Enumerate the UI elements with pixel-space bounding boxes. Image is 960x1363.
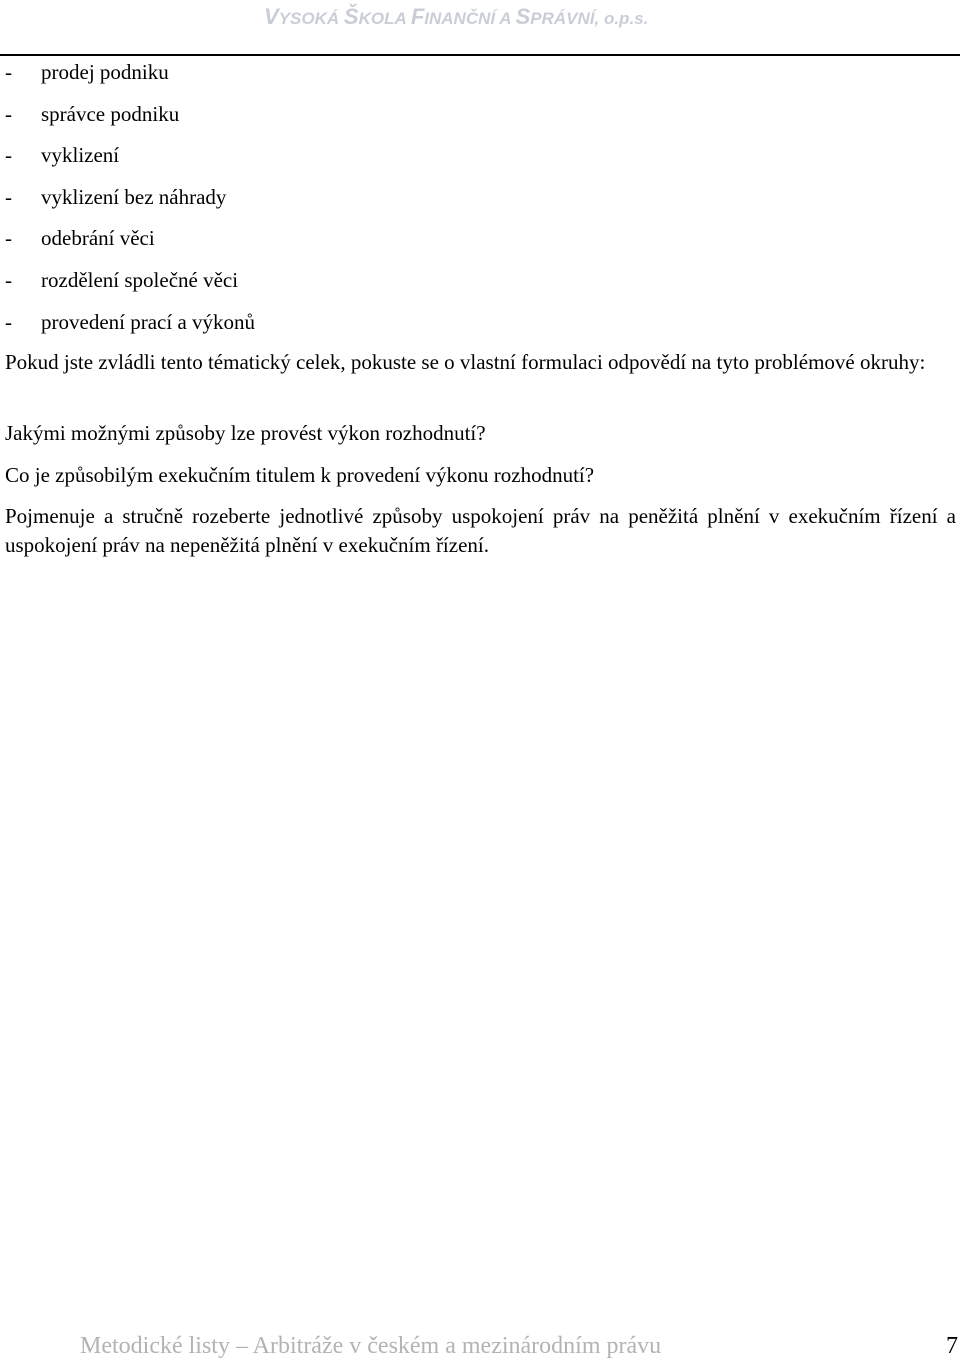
header-title-part: , o.p.s.	[594, 9, 649, 28]
list-item	[5, 224, 255, 266]
header-title-part: KOLA	[358, 9, 411, 28]
list-bullet: -	[5, 101, 12, 126]
list-bullet: -	[5, 143, 12, 168]
list-item-text: provedení prací a výkonů	[41, 309, 256, 334]
list-item-text: odebrání věci	[41, 226, 155, 251]
list-item-text: správce podniku	[41, 101, 180, 126]
list-item-text: rozdělení společné věci	[41, 267, 239, 292]
list-bullet: -	[5, 309, 12, 334]
list-bullet: -	[5, 184, 12, 209]
review-question: Jakými možnými způsoby lze provést výkon rozhodnutí?	[5, 421, 486, 445]
list-item-text: vyklizení bez náhrady	[41, 184, 227, 209]
header-title-part: Š	[343, 4, 359, 29]
header-title-part: V	[264, 4, 279, 29]
list-item	[5, 308, 255, 350]
page-header	[264, 0, 648, 36]
header-title-part: PRÁVNÍ	[530, 9, 595, 28]
header-title-part: YSOKÁ	[278, 9, 344, 28]
list-bullet: -	[5, 60, 12, 84]
enforcement-methods-list	[5, 58, 255, 349]
list-item	[5, 141, 255, 183]
header-title-part: INANČNÍ A	[424, 9, 516, 28]
review-intro-paragraph: Pokud jste zvládli tento tématický celek, pokuste se o vlastní formulaci odpovědí na tyto problémové okruhy:	[5, 350, 926, 374]
header-title-part: F	[410, 4, 425, 29]
list-bullet: -	[5, 226, 12, 251]
page-number: 7	[946, 1333, 958, 1359]
list-item	[5, 183, 255, 225]
review-question: Co je způsobilým exekučním titulem k provedení výkonu rozhodnutí?	[5, 463, 595, 487]
header-rule	[0, 54, 960, 56]
header-title-part: S	[515, 4, 531, 29]
footer-title: Metodické listy – Arbitráže v českém a mezinárodním právu	[80, 1333, 662, 1359]
list-item	[5, 100, 255, 142]
review-question: Pojmenuje a stručně rozeberte jednotlivé způsoby uspokojení práv na peněžitá plnění v exekučním řízení a uspokojení práv na nepeněžitá plnění v exekučním řízení.	[5, 504, 956, 557]
list-item-text: prodej podniku	[41, 60, 169, 84]
list-item-text: vyklizení	[41, 143, 120, 168]
list-item	[5, 58, 255, 100]
list-item	[5, 266, 255, 308]
page-footer	[80, 1330, 958, 1362]
list-bullet: -	[5, 267, 12, 292]
